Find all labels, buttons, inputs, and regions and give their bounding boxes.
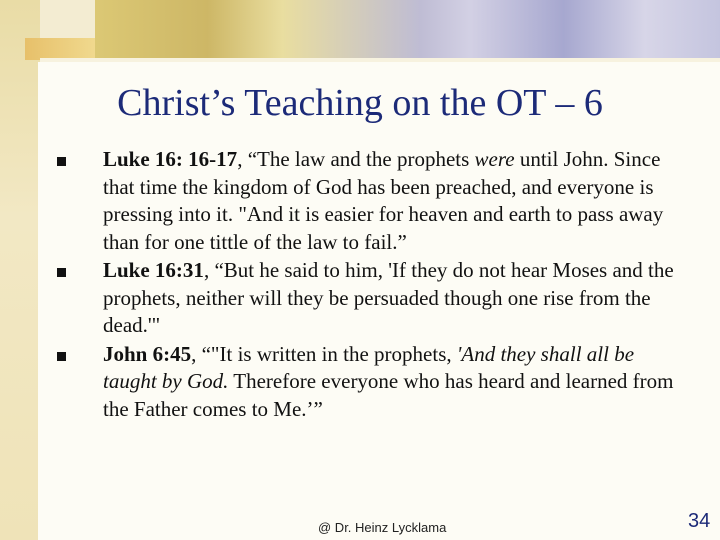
square-bullet-icon	[57, 352, 66, 361]
left-decor-strip	[0, 0, 40, 540]
slide-title: Christ’s Teaching on the OT – 6	[117, 82, 603, 124]
square-bullet-icon	[57, 268, 66, 277]
quote-text: Therefore everyone who has heard and learned from the Father comes to Me.’”	[103, 369, 674, 421]
list-item	[55, 146, 675, 256]
quote-text: , “"It is written in the prophets,	[191, 341, 457, 366]
quote-text: until John. Since that time the kingdom of God has been preached, and everyone is pressing into it. "And it is easier for heaven and earth to pass away than for one tittle of the law to fail.”	[103, 147, 664, 254]
list-item	[55, 257, 675, 340]
scripture-reference: John 6:45	[103, 341, 192, 366]
scripture-reference: Luke 16: 16-17	[103, 147, 238, 171]
quote-emphasis: were	[474, 147, 515, 171]
header-banner-image	[95, 0, 720, 58]
quote-text: , “The law and the prophets	[237, 147, 475, 171]
quote-emphasis: 'And they shall all be taught by God.	[103, 341, 635, 393]
quote-text: , “But he said to him, 'If they do not hear Moses and the prophets, neither will they be persuaded though one rise from the dead.'"	[103, 258, 674, 337]
page-number: 34	[688, 510, 711, 532]
footer-author: @ Dr. Heinz Lycklama	[318, 520, 447, 535]
header-banner-accent	[25, 38, 95, 60]
bullet-list	[55, 146, 675, 423]
scripture-reference: Luke 16:31	[103, 258, 204, 282]
square-bullet-icon	[57, 157, 66, 166]
list-item	[55, 341, 675, 424]
